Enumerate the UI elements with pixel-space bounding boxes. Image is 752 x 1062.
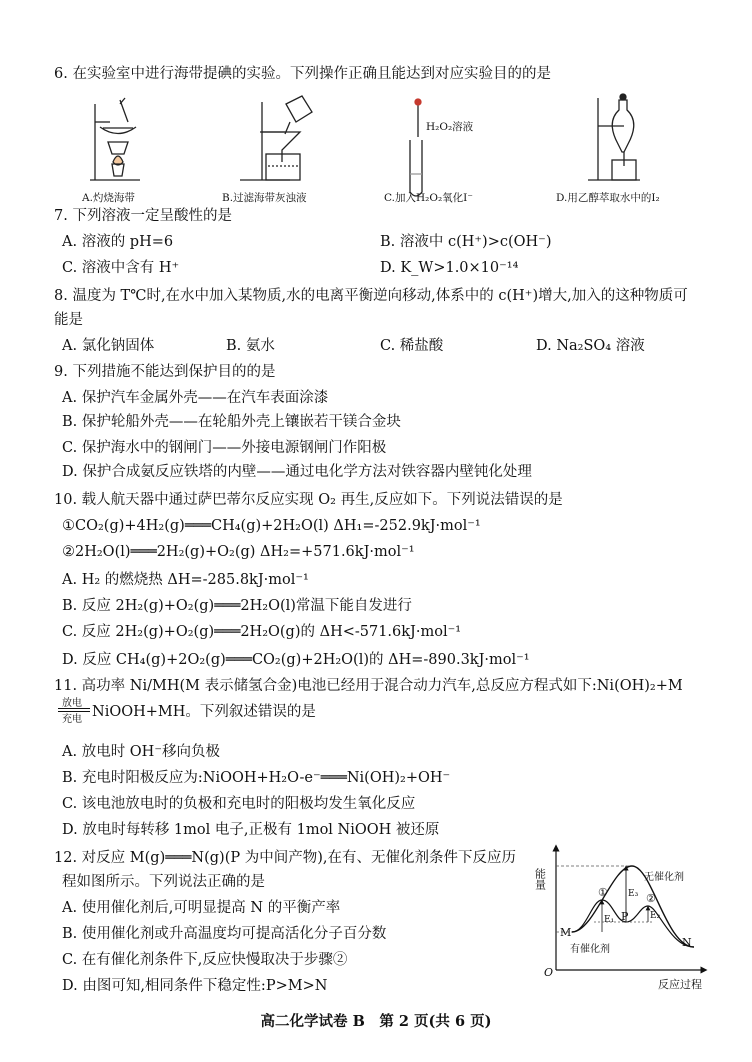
q9-option-c: C. 保护海水中的钢闸门——外接电源钢闸门作阳极 [62,440,387,456]
apparatus-d-separatory-funnel [588,94,640,180]
q11-arrow-bottom-label: 充电 [62,714,82,725]
caption-c: C.加入H₂O₂氧化I⁻ [384,192,473,204]
caption-d: D.用乙醇萃取水中的I₂ [556,192,660,204]
q11-option-b: B. 充电时阳极反应为:NiOOH+H₂O-e⁻═══Ni(OH)₂+OH⁻ [62,770,451,786]
q9-option-d: D. 保护合成氨反应铁塔的内壁——通过电化学方法对铁容器内壁钝化处理 [62,464,532,480]
q8-option-b: B. 氨水 [226,338,275,354]
q8-stem-line1: 8. 温度为 T℃时,在水中加入某物质,水的电离平衡逆向移动,体系中的 c(H⁺)增大,加入的这种物质可 [54,288,688,304]
graph-catalyst-label: 有催化剂 [570,944,610,955]
q8-option-a: A. 氯化钠固体 [62,338,155,354]
q12-option-c: C. 在有催化剂条件下,反应快慢取决于步骤② [62,952,348,968]
graph-e1: E₁ [604,915,615,925]
apparatus-c-test-tube [410,99,422,196]
q9-option-a: A. 保护汽车金属外壳——在汽车表面涂漆 [62,390,329,406]
h2o2-label: H₂O₂溶液 [426,121,474,133]
q11-arrow-top-label: 放电 [62,698,82,709]
page-footer: 高二化学试卷 B 第 2 页(共 6 页) [260,1013,492,1030]
q12-stem-line2: 程如图所示。下列说法正确的是 [62,874,265,890]
q9-option-b: B. 保护轮船外壳——在轮船外壳上镶嵌若干镁合金块 [62,414,401,430]
q10-option-c: C. 反应 2H₂(g)+O₂(g)═══2H₂O(g)的 ΔH<-571.6kJ·mol⁻¹ [62,624,462,640]
graph-label-n: N [682,936,692,949]
q12-option-b: B. 使用催化剂或升高温度均可提高活化分子百分数 [62,926,387,942]
apparatus-a-crucible [90,98,140,180]
caption-b: B.过滤海带灰浊液 [222,192,307,204]
q7-option-d: D. K_W>1.0×10⁻¹⁴ [380,260,519,276]
graph-xlabel: 反应过程 [658,978,702,991]
graph-label-m: M [560,926,572,939]
q12-option-d: D. 由图可知,相同条件下稳定性:P>M>N [62,978,328,994]
q11-stem-line1: 11. 高功率 Ni/MH(M 表示储氢合金)电池已经用于混合动力汽车,总反应方程式如下:Ni(OH)₂+M [54,678,683,694]
q8-option-d: D. Na₂SO₄ 溶液 [536,338,645,354]
graph-origin: O [544,966,554,979]
graph-ylabel: 能量 [534,868,547,890]
q10-reaction-2: ②2H₂O(l)═══2H₂(g)+O₂(g) ΔH₂=+571.6kJ·mol⁻¹ [62,544,415,560]
q6-stem: 6. 在实验室中进行海带提碘的实验。下列操作正确且能达到对应实验目的的是 [54,66,551,82]
q9-stem: 9. 下列措施不能达到保护目的的是 [54,364,276,380]
q11-option-a: A. 放电时 OH⁻移向负极 [62,744,220,760]
q10-reaction-1: ①CO₂(g)+4H₂(g)═══CH₄(g)+2H₂O(l) ΔH₁=-252.9kJ·mol⁻¹ [62,518,481,534]
graph-step2: ② [646,892,656,905]
q12-stem-line1: 12. 对反应 M(g)═══N(g)(P 为中间产物),在有、无催化剂条件下反应历 [54,850,516,866]
q12-energy-diagram [534,842,714,992]
q7-stem: 7. 下列溶液一定呈酸性的是 [54,208,232,224]
q10-stem: 10. 载人航天器中通过萨巴蒂尔反应实现 O₂ 再生,反应如下。下列说法错误的是 [54,492,563,508]
q7-option-a: A. 溶液的 pH=6 [62,234,174,250]
q11-option-c: C. 该电池放电时的负极和充电时的阳极均发生氧化反应 [62,796,416,812]
q8-option-c: C. 稀盐酸 [380,338,444,354]
q10-option-d: D. 反应 CH₄(g)+2O₂(g)═══CO₂(g)+2H₂O(l)的 ΔH=-890.3kJ·mol⁻¹ [62,652,530,668]
q7-option-c: C. 溶液中含有 H⁺ [62,260,180,276]
graph-e3: E₃ [628,889,639,899]
apparatus-b-filter [240,96,312,180]
graph-e2: E₂ [650,911,661,921]
catalyst-curve [572,900,694,947]
graph-no-catalyst-label: 无催化剂 [644,872,684,883]
q11-reversible-arrow [58,696,92,726]
graph-step1: ① [598,886,608,899]
q12-option-a: A. 使用催化剂后,可明显提高 N 的平衡产率 [62,900,341,916]
q8-stem-line2: 能是 [54,312,83,328]
q10-option-b: B. 反应 2H₂(g)+O₂(g)═══2H₂O(l)常温下能自发进行 [62,598,412,614]
caption-a: A.灼烧海带 [82,192,135,204]
q7-option-b: B. 溶液中 c(H⁺)>c(OH⁻) [380,234,552,250]
q10-option-a: A. H₂ 的燃烧热 ΔH=-285.8kJ·mol⁻¹ [62,572,309,588]
q11-stem-line2: NiOOH+MH。下列叙述错误的是 [92,704,316,720]
graph-label-p: P [621,910,629,923]
q11-option-d: D. 放电时每转移 1mol 电子,正极有 1mol NiOOH 被还原 [62,822,440,838]
